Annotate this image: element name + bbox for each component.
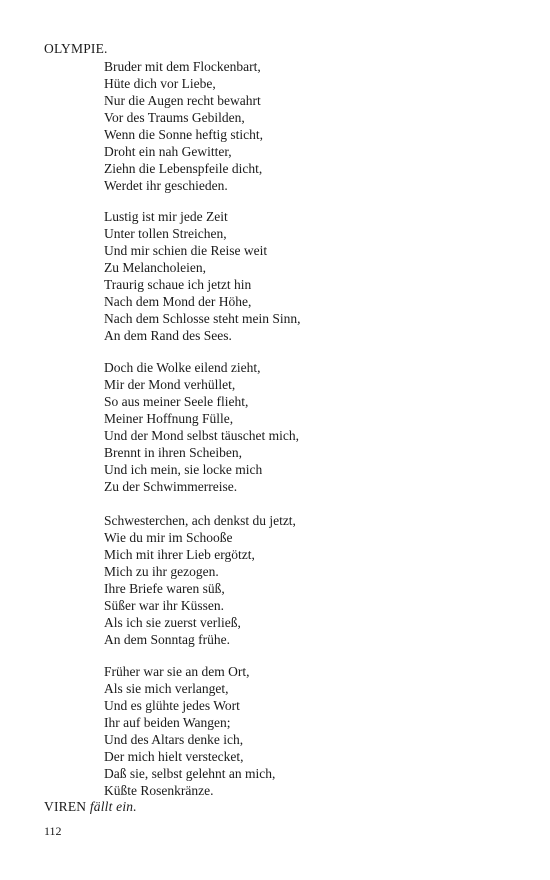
verse-line: Zu Melancholeien, <box>104 260 206 275</box>
verse-line: Mir der Mond verhüllet, <box>104 377 236 392</box>
verse-line: Und mir schien die Reise weit <box>104 243 268 258</box>
stanza-4 <box>104 512 296 648</box>
verse-line: So aus meiner Seele flieht, <box>104 394 249 409</box>
speaker-line-viren <box>44 798 137 815</box>
stanza-2 <box>104 208 300 344</box>
verse-line: Droht ein nah Gewitter, <box>104 144 232 159</box>
verse-line: Ihr auf beiden Wangen; <box>104 715 231 730</box>
stanza-3 <box>104 359 299 495</box>
speaker-name-viren: VIREN <box>44 799 87 814</box>
verse-line: Wie du mir im Schooße <box>104 530 233 545</box>
verse-line: Bruder mit dem Flockenbart, <box>104 59 261 74</box>
stanza-1 <box>104 58 263 194</box>
verse-line: Und der Mond selbst täuschet mich, <box>104 428 299 443</box>
verse-line: Und des Altars denke ich, <box>104 732 244 747</box>
verse-line: Werdet ihr geschieden. <box>104 178 228 193</box>
verse-line: Schwesterchen, ach denkst du jetzt, <box>104 513 296 528</box>
verse-line: Nach dem Mond der Höhe, <box>104 294 252 309</box>
verse-line: Küßte Rosenkränze. <box>104 783 214 798</box>
page-number: 112 <box>44 824 62 838</box>
verse-line: Traurig schaue ich jetzt hin <box>104 277 252 292</box>
verse-line: Nur die Augen recht bewahrt <box>104 93 261 108</box>
verse-line: Hüte dich vor Liebe, <box>104 76 216 91</box>
speaker-name-olympie: OLYMPIE. <box>44 41 108 56</box>
verse-line: Zu der Schwimmerreise. <box>104 479 238 494</box>
verse-line: Als sie mich verlanget, <box>104 681 229 696</box>
verse-line: An dem Sonntag frühe. <box>104 632 230 647</box>
verse-line: Mich mit ihrer Lieb ergötzt, <box>104 547 255 562</box>
verse-line: Vor des Traums Gebilden, <box>104 110 245 125</box>
verse-line: Früher war sie an dem Ort, <box>104 664 250 679</box>
verse-line: Unter tollen Streichen, <box>104 226 227 241</box>
verse-line: Brennt in ihren Scheiben, <box>104 445 242 460</box>
stage-direction: fällt ein. <box>89 799 137 814</box>
verse-line: Doch die Wolke eilend zieht, <box>104 360 261 375</box>
verse-line: Nach dem Schlosse steht mein Sinn, <box>104 311 301 326</box>
stanza-5 <box>104 663 275 799</box>
verse-line: Als ich sie zuerst verließ, <box>104 615 241 630</box>
verse-line: Daß sie, selbst gelehnt an mich, <box>104 766 276 781</box>
verse-line: Meiner Hoffnung Fülle, <box>104 411 234 426</box>
verse-line: Wenn die Sonne heftig sticht, <box>104 127 264 142</box>
verse-line: Lustig ist mir jede Zeit <box>104 209 228 224</box>
verse-line: An dem Rand des Sees. <box>104 328 232 343</box>
verse-line: Ziehn die Lebenspfeile dicht, <box>104 161 263 176</box>
verse-line: Süßer war ihr Küssen. <box>104 598 224 613</box>
verse-line: Ihre Briefe waren süß, <box>104 581 225 596</box>
verse-line: Mich zu ihr gezogen. <box>104 564 219 579</box>
verse-line: Und es glühte jedes Wort <box>104 698 240 713</box>
verse-line: Und ich mein, sie locke mich <box>104 462 263 477</box>
verse-line: Der mich hielt verstecket, <box>104 749 244 764</box>
